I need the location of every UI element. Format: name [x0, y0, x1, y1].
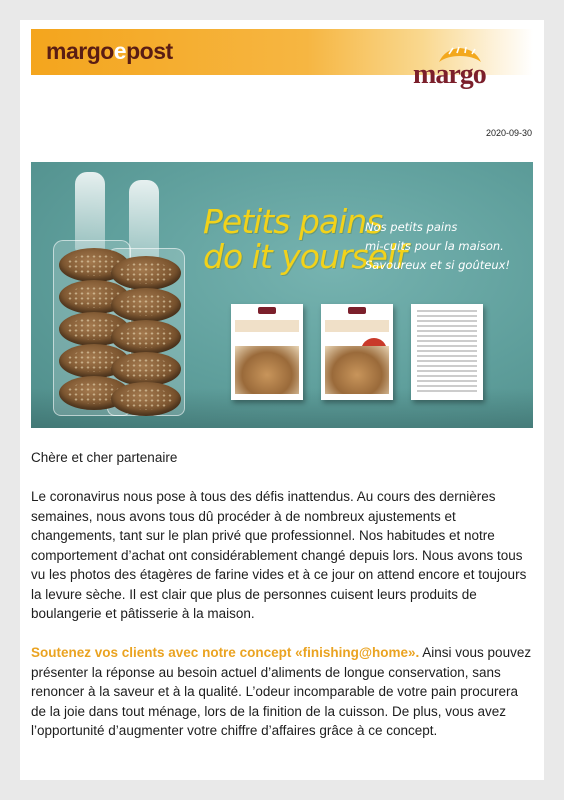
brochure-logo	[258, 307, 276, 314]
headline-line-1: Petits pains	[203, 202, 383, 241]
brochure-3	[411, 304, 483, 400]
newsletter-body	[31, 448, 533, 760]
concept-highlight-link[interactable]: Soutenez vos clients avec notre concept «finishing@home».	[31, 645, 420, 660]
headline-line-2: do it yourself	[203, 237, 406, 276]
margoepost-logo[interactable]	[46, 37, 173, 65]
paragraph-2-text: Ainsi vous pouvez présenter la réponse au besoin actuel d’aliments de longue conservation, sans renoncer à la saveur et à la qualité. L’odeur incomparable de votre pain procurera de la joie dans tout ménage, lors de la finition de la cuisson. De plus, vous avez l’opportunité d’augmenter votre chiffre d’affaires grâce à ce concept.	[31, 645, 532, 738]
tagline-line-1: Nos petits pains	[365, 220, 458, 234]
newsletter-date: 2020-09-30	[485, 128, 532, 138]
brochure-1	[231, 304, 303, 400]
bread-roll	[111, 256, 181, 290]
hero-banner[interactable]	[31, 162, 533, 428]
bread-roll	[111, 352, 181, 386]
newsletter-header	[31, 29, 533, 99]
logo-part-e: e	[113, 38, 127, 64]
brochure-header	[325, 320, 389, 332]
bread-roll	[111, 288, 181, 322]
margo-brand-logo[interactable]	[407, 45, 517, 95]
brochure-2	[321, 304, 393, 400]
paragraph-1: Le coronavirus nous pose à tous des défis inattendus. Au cours des dernières semaines, nous avons tous dû procéder à de nombreux ajustements et changements, tant sur le plan privé que professionnel. Nos habitudes et notre comportement d’achat ont considérablement changé depuis lors. Nous avons tous vu les photos des étagères de farine vides et à ce jour on attend encore et toujours la levure sèche. Il est clair que plus de personnes cuisent leurs produits de boulangerie et pâtisserie à la maison.	[31, 489, 527, 621]
brochure-image	[235, 346, 299, 394]
margo-wordmark: margo	[413, 59, 486, 90]
brochure-logo	[348, 307, 366, 314]
brochure-header	[235, 320, 299, 332]
banner-tagline	[365, 218, 510, 275]
bread-roll	[111, 320, 181, 354]
tagline-line-3: Savoureux et si goûteux!	[365, 258, 511, 272]
logo-part-margo: margo	[46, 38, 114, 64]
logo-part-post: post	[126, 38, 173, 64]
brochure-image	[325, 346, 389, 394]
bread-roll	[111, 382, 181, 416]
brochure-datasheet	[417, 310, 477, 394]
greeting: Chère et cher partenaire	[31, 450, 178, 465]
paragraph-2	[31, 643, 533, 741]
tagline-line-2: mi-cuits pour la maison.	[365, 239, 504, 253]
newsletter-card	[20, 20, 544, 780]
